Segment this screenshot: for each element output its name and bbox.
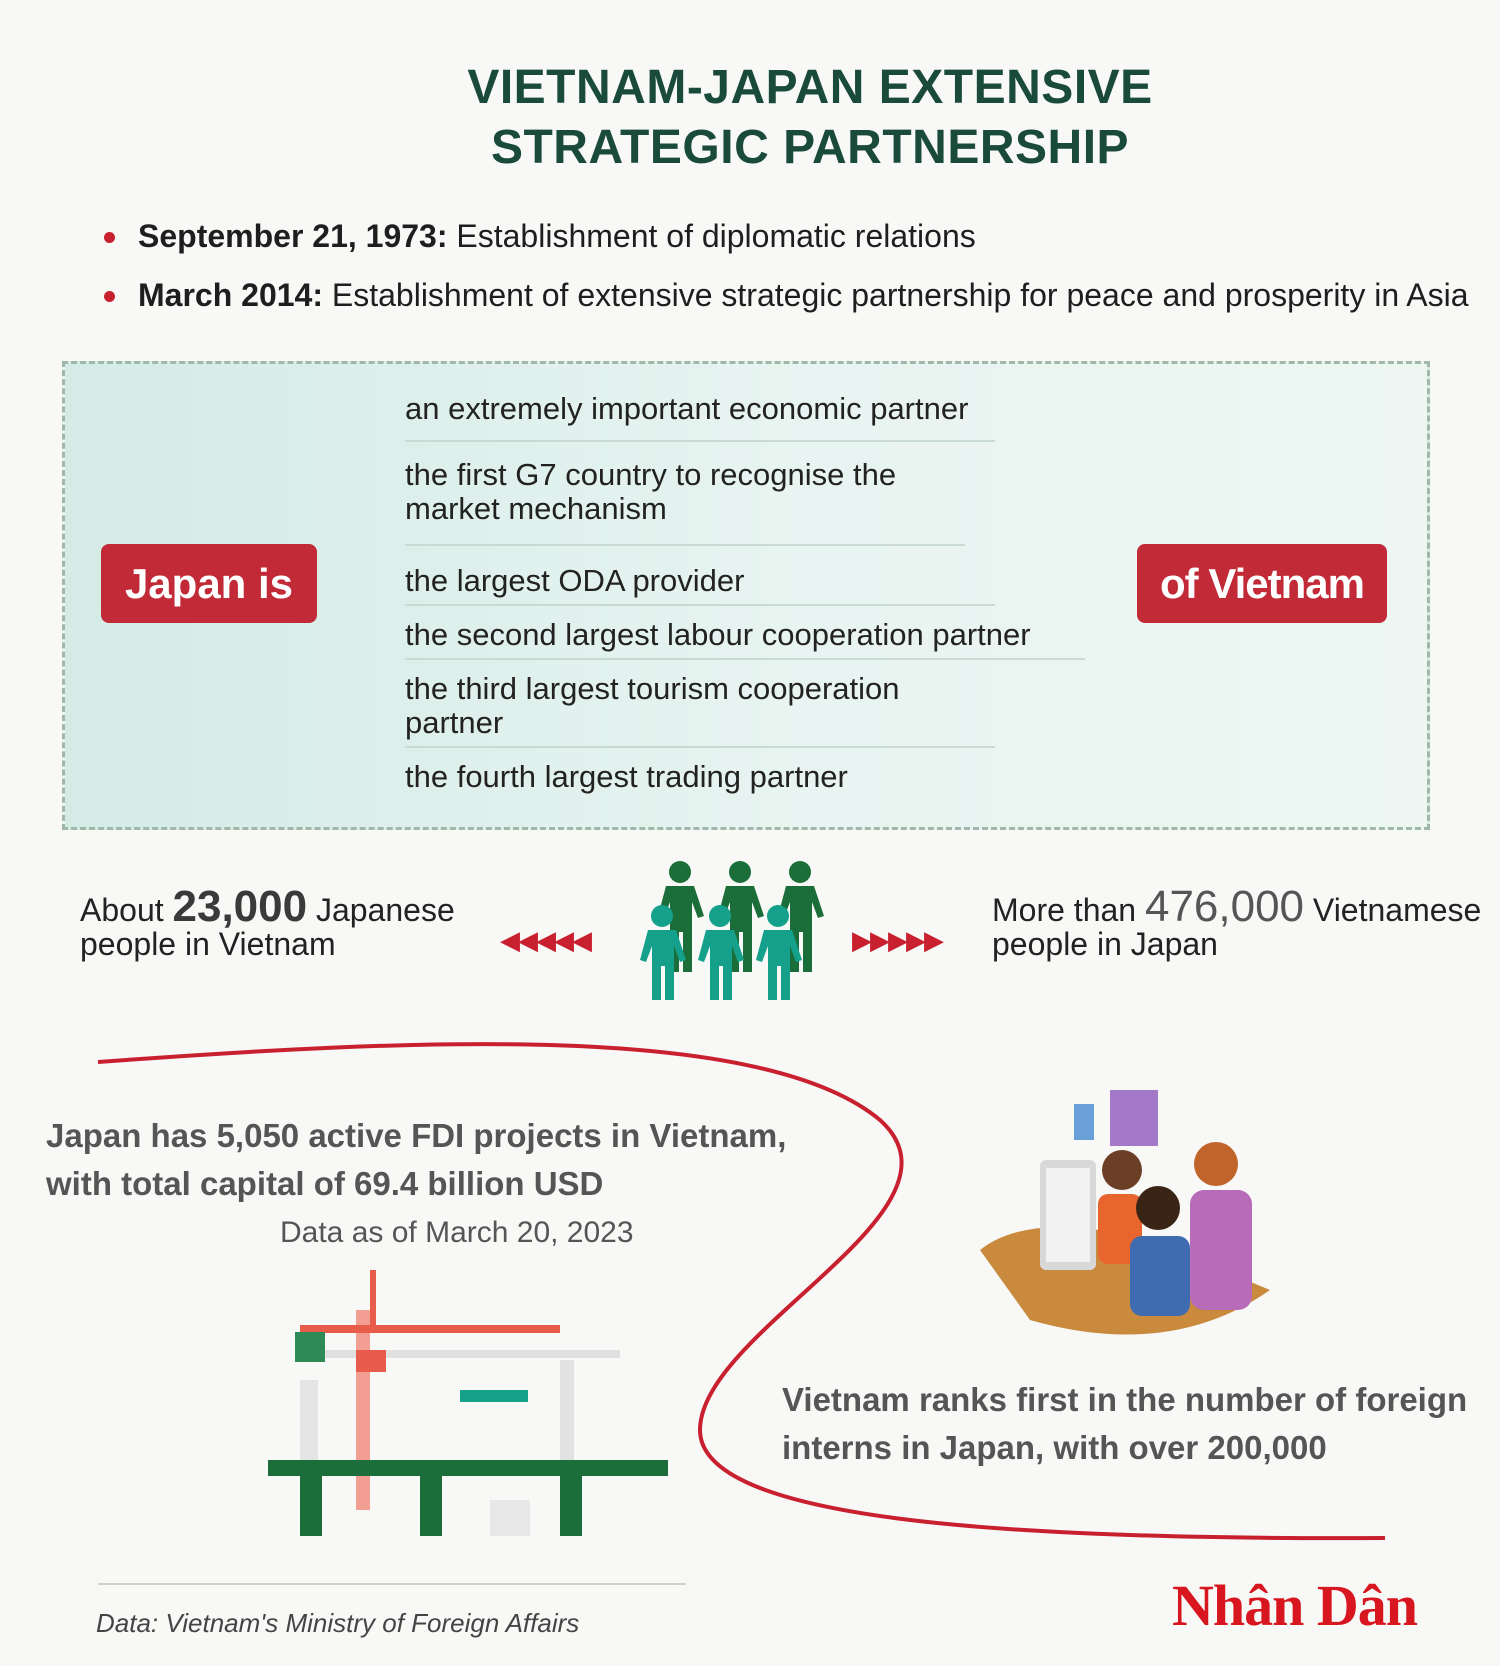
nhan-dan-logo: Nhân Dân	[1172, 1573, 1418, 1638]
role-item: the fourth largest trading partner	[405, 759, 848, 794]
milestone-date: March 2014:	[138, 277, 323, 313]
of-vietnam-label: of Vietnam	[1137, 544, 1387, 623]
people-count: 23,000	[172, 882, 308, 931]
office-workers-illustration	[970, 1090, 1310, 1350]
role-item: the second largest labour cooperation partner	[405, 606, 1085, 660]
role-item: the first G7 country to recognise the market mechanism	[405, 442, 965, 546]
people-suffix: Japanese people in Vietnam	[80, 892, 455, 962]
fdi-statement: Japan has 5,050 active FDI projects in Vietnam, with total capital of 69.4 billion USD	[46, 1117, 787, 1202]
data-source: Data: Vietnam's Ministry of Foreign Affairs	[96, 1608, 580, 1638]
milestone-text: Establishment of diplomatic relations	[447, 218, 976, 254]
milestone-text: Establishment of extensive strategic partnership for peace and prosperity in Asia	[322, 277, 1469, 313]
people-prefix: More than	[992, 892, 1145, 928]
role-item: an extremely important economic partner	[405, 388, 995, 442]
page-title: VIETNAM-JAPAN EXTENSIVE STRATEGIC PARTNERSHIP	[467, 61, 1153, 174]
role-item: the largest ODA provider	[405, 546, 995, 606]
japan-is-label: Japan is	[101, 544, 317, 623]
role-item: the third largest tourism cooperation partner	[405, 660, 995, 748]
people-count: 476,000	[1144, 882, 1305, 931]
milestone-date: September 21, 1973:	[138, 218, 448, 254]
people-suffix: Vietnamese people in Japan	[992, 892, 1482, 962]
construction-illustration	[260, 1270, 670, 1540]
people-prefix: About	[80, 892, 173, 928]
arrow-right-icon: ▶▶▶▶▶	[852, 925, 942, 955]
fdi-date: Data as of March 20, 2023	[280, 1216, 634, 1249]
source-divider	[98, 1583, 686, 1585]
arrow-left-icon: ◀◀◀◀◀	[500, 925, 590, 955]
interns-statement: Vietnam ranks first in the number of foreign interns in Japan, with over 200,000	[782, 1381, 1468, 1466]
